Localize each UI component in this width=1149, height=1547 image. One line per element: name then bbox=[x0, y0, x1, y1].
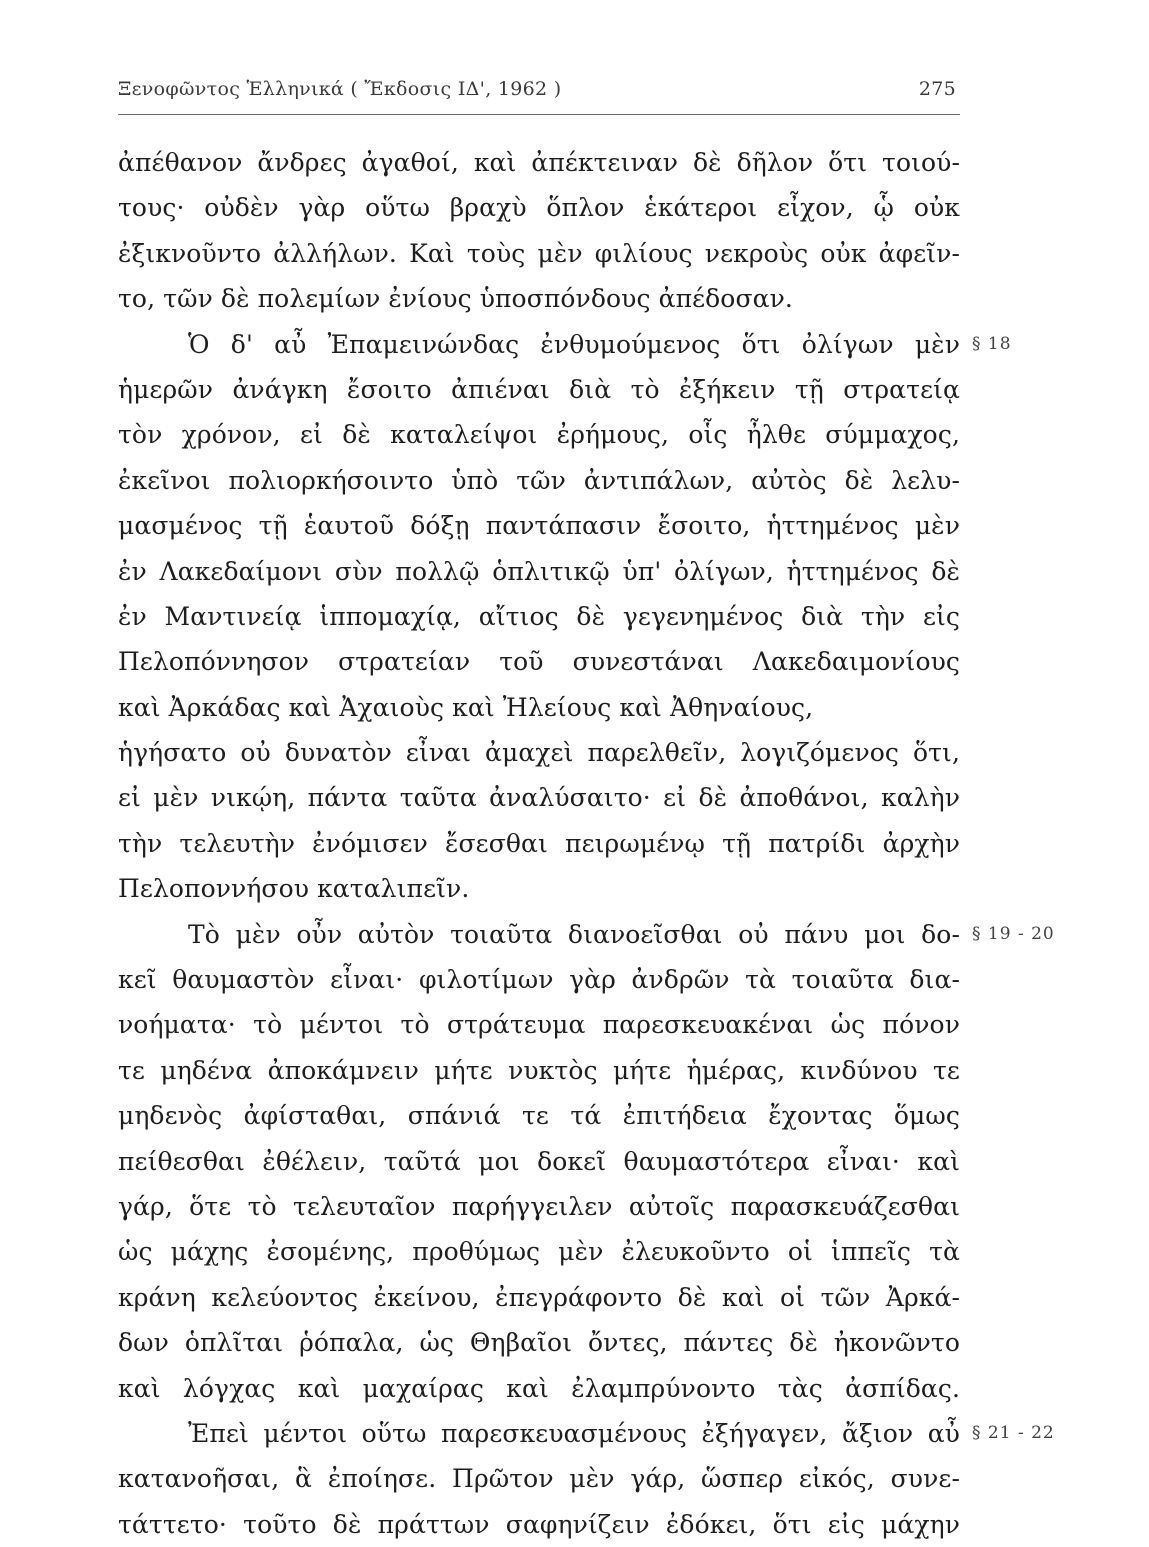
text-line-content: γάρ, ὅτε τὸ τελευταῖον παρήγγειλεν αὐτοῖς παρασκευάζεσθαι bbox=[118, 1191, 960, 1221]
text-line-content: Πελοπόννησον στρατείαν τοῦ συνεστάναι Λακεδαιμονίους bbox=[118, 647, 960, 677]
text-line bbox=[118, 140, 970, 185]
text-line-content: τους· οὐδὲν γὰρ οὕτω βραχὺ ὅπλον ἑκάτεροι εἶχον, ᾧ οὐκ bbox=[118, 193, 960, 223]
text-line-content: ἐκεῖνοι πολιορκήσοιντο ὑπὸ τῶν ἀντιπάλων, αὐτὸς δὲ λελυ- bbox=[118, 465, 960, 495]
text-line-content: κράνη κελεύοντος ἐκείνου, ἐπεγράφοντο δὲ καὶ οἱ τῶν Ἀρκά- bbox=[118, 1282, 960, 1312]
text-line-content: τάττετο· τοῦτο δὲ πράττων σαφηνίζειν ἐδόκει, ὅτι εἰς μάχην bbox=[118, 1509, 960, 1539]
text-line-content: καὶ Ἀρκάδας καὶ Ἀχαιοὺς καὶ Ἠλείους καὶ Ἀθηναίους, bbox=[118, 692, 814, 722]
text-line-content: Τὸ μὲν οὖν αὐτὸν τοιαῦτα διανοεῖσθαι οὐ πάνυ μοι δο- bbox=[188, 919, 960, 949]
text-line bbox=[118, 1184, 970, 1229]
text-line-content: τε μηδένα ἀποκάμνειν μήτε νυκτὸς μήτε ἡμέρας, κινδύνου τε bbox=[118, 1055, 960, 1085]
text-line bbox=[118, 1456, 970, 1501]
text-line-content: Ὁ δ' αὖ Ἐπαμεινώνδας ἐνθυμούμενος ὅτι ὀλίγων μὲν bbox=[188, 329, 960, 359]
section-marker: § 19 - 20 bbox=[972, 923, 1055, 944]
text-line bbox=[118, 276, 970, 321]
text-line-content: ὡς μάχης ἐσομένης, προθύμως μὲν ἐλευκοῦντο οἱ ἱππεῖς τὰ bbox=[118, 1237, 960, 1267]
text-line-content: τὸν χρόνον, εἰ δὲ καταλείψοι ἐρήμους, οἷς ἦλθε σύμμαχος, bbox=[118, 420, 960, 450]
text-line bbox=[118, 1093, 970, 1138]
text-line bbox=[118, 1411, 1055, 1456]
text-line bbox=[118, 866, 970, 911]
text-line-content: μηδενὸς ἀφίσταθαι, σπάνιά τε τά ἐπιτήδεια ἔχοντας ὅμως bbox=[118, 1101, 960, 1131]
section-marker: § 18 bbox=[972, 333, 1012, 354]
text-line bbox=[118, 322, 1012, 367]
text-line bbox=[118, 1229, 970, 1274]
text-line-content: ἀπέθανον ἄνδρες ἀγαθοί, καὶ ἀπέκτειναν δὲ δῆλον ὅτι τοιού- bbox=[118, 148, 960, 177]
text-line-content: μασμένος τῇ ἑαυτοῦ δόξῃ παντάπασιν ἔσοιτο, ἡττημένος μὲν bbox=[118, 511, 960, 541]
text-line bbox=[118, 821, 970, 866]
text-line-content: Πελοποννήσου καταλιπεῖν. bbox=[118, 874, 470, 904]
text-line bbox=[118, 367, 970, 412]
header-rule bbox=[118, 114, 960, 115]
text-line bbox=[118, 685, 970, 730]
text-line-content: ἐξικνοῦντο ἀλλήλων. Καὶ τοὺς μὲν φιλίους νεκροὺς οὐκ ἀφεῖν- bbox=[118, 238, 960, 268]
text-line-content: πείθεσθαι ἐθέλειν, ταῦτά μοι δοκεῖ θαυμαστότερα εἶναι· καὶ bbox=[118, 1146, 960, 1176]
text-line-content: καὶ λόγχας καὶ μαχαίρας καὶ ἐλαμπρύνοντο τὰς ἀσπίδας. bbox=[118, 1373, 960, 1403]
text-line bbox=[118, 957, 970, 1002]
text-line bbox=[118, 185, 970, 230]
text-line-content: ἡγήσατο οὐ δυνατὸν εἶναι ἀμαχεὶ παρελθεῖν, λογιζόμενος ὅτι, bbox=[118, 738, 960, 768]
section-marker: § 21 - 22 bbox=[972, 1422, 1055, 1443]
text-line-content: ἐν Μαντινείᾳ ἱππομαχίᾳ, αἴτιος δὲ γεγενημένος διὰ τὴν εἰς bbox=[118, 601, 960, 631]
text-line bbox=[118, 1366, 970, 1411]
text-line bbox=[118, 594, 970, 639]
text-line bbox=[118, 1320, 970, 1365]
text-line bbox=[118, 1275, 970, 1320]
text-line bbox=[118, 730, 970, 775]
text-line-content: δων ὁπλῖται ῥόπαλα, ὡς Θηβαῖοι ὄντες, πάντες δὲ ἠκονῶντο bbox=[118, 1328, 960, 1358]
text-line bbox=[118, 412, 970, 457]
text-line bbox=[118, 1139, 970, 1184]
text-line-content: κατανοῆσαι, ἃ ἐποίησε. Πρῶτον μὲν γάρ, ὥσπερ εἰκός, συνε- bbox=[118, 1464, 960, 1494]
text-line-content: νοήματα· τὸ μέντοι τὸ στράτευμα παρεσκευακέναι ὡς πόνον bbox=[118, 1010, 960, 1040]
text-line-content: κεῖ θαυμαστὸν εἶναι· φιλοτίμων γὰρ ἀνδρῶν τὰ τοιαῦτα δια- bbox=[118, 965, 960, 995]
text-line-content: ἐν Λακεδαίμονι σὺν πολλῷ ὁπλιτικῷ ὑπ' ὀλίγων, ἡττημένος δὲ bbox=[118, 556, 960, 586]
text-body bbox=[118, 140, 1055, 1547]
text-line bbox=[118, 549, 970, 594]
text-line bbox=[118, 1502, 970, 1547]
text-line-content: εἰ μὲν νικῴη, πάντα ταῦτα ἀναλύσαιτο· εἰ δὲ ἀποθάνοι, καλὴν bbox=[118, 783, 960, 813]
text-line bbox=[118, 775, 970, 820]
text-line bbox=[118, 503, 970, 548]
page-number: 275 bbox=[918, 78, 956, 100]
text-line bbox=[118, 639, 970, 684]
text-line bbox=[118, 1002, 970, 1047]
running-head bbox=[118, 74, 960, 110]
text-line-content: ἡμερῶν ἀνάγκη ἔσοιτο ἀπιέναι διὰ τὸ ἐξήκειν τῇ στρατείᾳ bbox=[118, 374, 960, 404]
text-line bbox=[118, 458, 970, 503]
text-line bbox=[118, 231, 970, 276]
text-line-content: τὴν τελευτὴν ἐνόμισεν ἔσεσθαι πειρωμένῳ τῇ πατρίδι ἀρχὴν bbox=[118, 828, 960, 858]
running-head-title: Ξενοφῶντος Ἑλληνικά ( Ἔκδοσις ΙΔ', 1962 ) bbox=[118, 78, 562, 100]
text-line bbox=[118, 912, 1055, 957]
text-line-content: Ἐπεὶ μέντοι οὕτω παρεσκευασμένους ἐξήγαγεν, ἄξιον αὖ bbox=[188, 1418, 960, 1448]
text-line-content: το, τῶν δὲ πολεμίων ἐνίους ὑποσπόνδους ἀπέδοσαν. bbox=[118, 284, 793, 314]
text-line bbox=[118, 1048, 970, 1093]
